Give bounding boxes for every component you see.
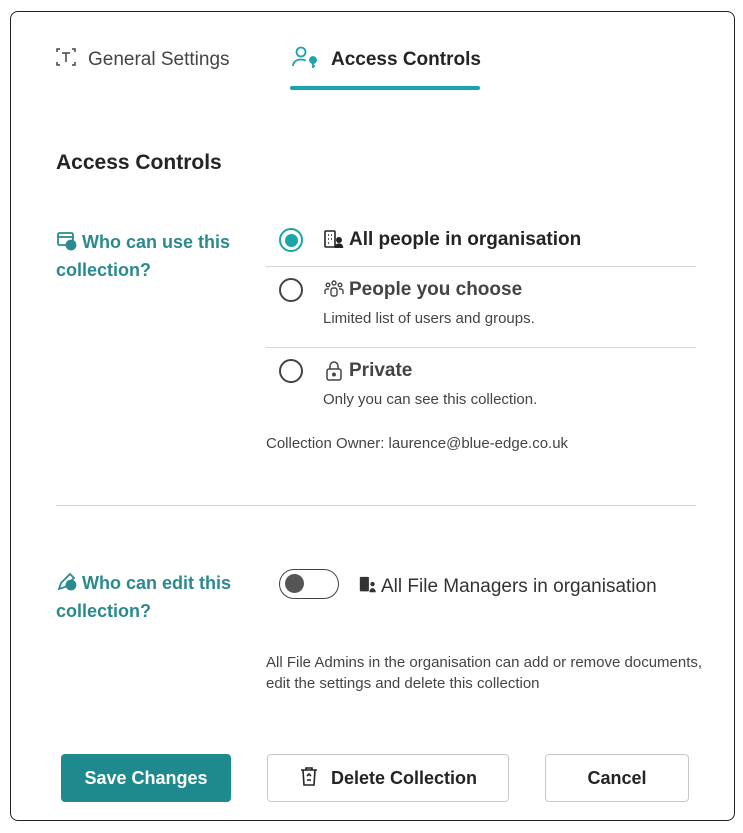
tab-access-controls-label: Access Controls: [331, 49, 481, 70]
section-title: Access Controls: [56, 151, 222, 174]
edit-pencil-icon: [56, 572, 78, 592]
tab-general-settings[interactable]: [54, 45, 230, 75]
option-all-people[interactable]: [266, 228, 696, 252]
option-divider: [266, 266, 696, 267]
access-controls-panel: [10, 11, 735, 821]
option-private[interactable]: [266, 359, 696, 408]
option-people-you-choose[interactable]: [266, 278, 696, 327]
organisation-icon: [323, 229, 345, 251]
radio-people-you-choose[interactable]: [279, 278, 303, 302]
usage-question: [56, 228, 261, 284]
radio-private[interactable]: [279, 359, 303, 383]
delete-collection-label: Delete Collection: [330, 767, 478, 788]
option-divider: [266, 347, 696, 348]
option-all-people-label: All people in organisation: [349, 229, 582, 250]
collection-owner: Collection Owner: laurence@blue-edge.co.uk: [266, 435, 569, 452]
delete-collection-button[interactable]: [267, 754, 509, 802]
editing-question-text: Who can edit this collection?: [56, 573, 232, 621]
option-private-label: Private: [349, 360, 413, 381]
text-box-icon: [54, 45, 78, 75]
collection-view-icon: [56, 231, 78, 251]
toggle-knob: [285, 574, 304, 593]
file-managers-label: All File Managers in organisation: [381, 576, 657, 597]
option-private-description: Only you can see this collection.: [323, 391, 538, 408]
save-changes-button[interactable]: Save Changes: [61, 754, 231, 802]
option-people-you-choose-description: Limited list of users and groups.: [323, 310, 535, 327]
tab-general-settings-label: General Settings: [88, 49, 230, 70]
organisation-icon: [358, 575, 378, 595]
active-tab-indicator: [290, 86, 480, 90]
radio-all-people[interactable]: [279, 228, 303, 252]
file-managers-label-row: [358, 572, 678, 602]
person-key-icon: [291, 45, 321, 75]
option-people-you-choose-label: People you choose: [349, 279, 523, 300]
file-managers-toggle[interactable]: [279, 569, 339, 599]
usage-question-text: Who can use this collection?: [56, 232, 231, 280]
recycle-bin-icon: [299, 765, 319, 792]
section-divider: [56, 505, 696, 506]
tab-access-controls[interactable]: [291, 45, 481, 75]
editing-question: [56, 569, 261, 625]
people-group-icon: [323, 279, 345, 301]
lock-icon: [323, 360, 345, 382]
editing-description: All File Admins in the organisation can add or remove documents, edit the settings and delete this collection: [266, 654, 703, 692]
cancel-button[interactable]: Cancel: [545, 754, 689, 802]
